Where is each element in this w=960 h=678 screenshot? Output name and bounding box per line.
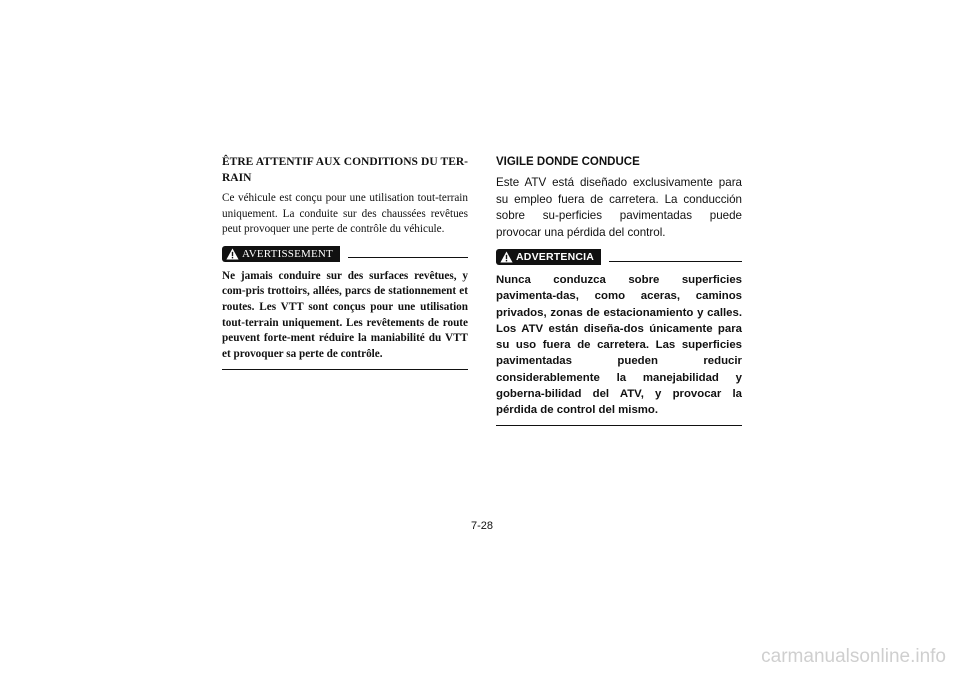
- warning-triangle-icon: [226, 248, 239, 260]
- spanish-warning-header: [496, 249, 742, 265]
- spanish-warning-bottom-rule: [496, 425, 742, 426]
- french-warning-text: Ne jamais conduire sur des surfaces revêtues, y com-pris trottoirs, allées, parcs de stationnement et routes. Les VTT sont conçus pour une utilisation tout-terrain uniquement. Les revêtements de route peuvent forte-ment réduire la maniabilité du VTT et provoquer sa perte de contrôle.: [222, 269, 468, 361]
- french-column: [222, 154, 468, 370]
- page-number: 7-28: [470, 520, 494, 532]
- french-body: Ce véhicule est conçu pour une utilisation tout-terrain uniquement. La conduite sur des chaussées revêtues peut provoquer une perte de contrôle du véhicule.: [222, 192, 468, 235]
- spanish-warning-badge: [496, 249, 601, 265]
- french-warning-bottom-rule: [222, 369, 468, 370]
- french-warning-label: AVERTISSEMENT: [242, 247, 333, 260]
- french-warning-header: [222, 246, 468, 262]
- spanish-warning-rule: [609, 261, 742, 262]
- spanish-body: Este ATV está diseñado exclusivamente para su empleo fuera de carretera. La conducción sobre su-perficies pavimentadas puede provocar una pérdida del control.: [496, 176, 742, 239]
- french-warning-badge: [222, 246, 340, 262]
- spanish-warning-text: Nunca conduzca sobre superficies pavimenta-das, como aceras, caminos privados, zonas de estacionamiento y calles. Los ATV están diseña-dos únicamente para su uso fuera de carretera. Las superficies pavimentadas pueden reducir considerablemente la manejabilidad y goberna-bilidad del ATV, y provocar la pérdida de control del mismo.: [496, 274, 742, 417]
- watermark: carmanualsonline.info: [761, 646, 946, 667]
- french-warning-rule: [348, 257, 468, 258]
- spanish-column: [496, 154, 742, 426]
- warning-triangle-icon: [500, 251, 513, 263]
- spanish-heading: VIGILE DONDE CONDUCE: [496, 156, 640, 168]
- french-heading: ÊTRE ATTENTIF AUX CONDITIONS DU TER-RAIN: [222, 156, 468, 184]
- spanish-warning-label: ADVERTENCIA: [516, 251, 595, 263]
